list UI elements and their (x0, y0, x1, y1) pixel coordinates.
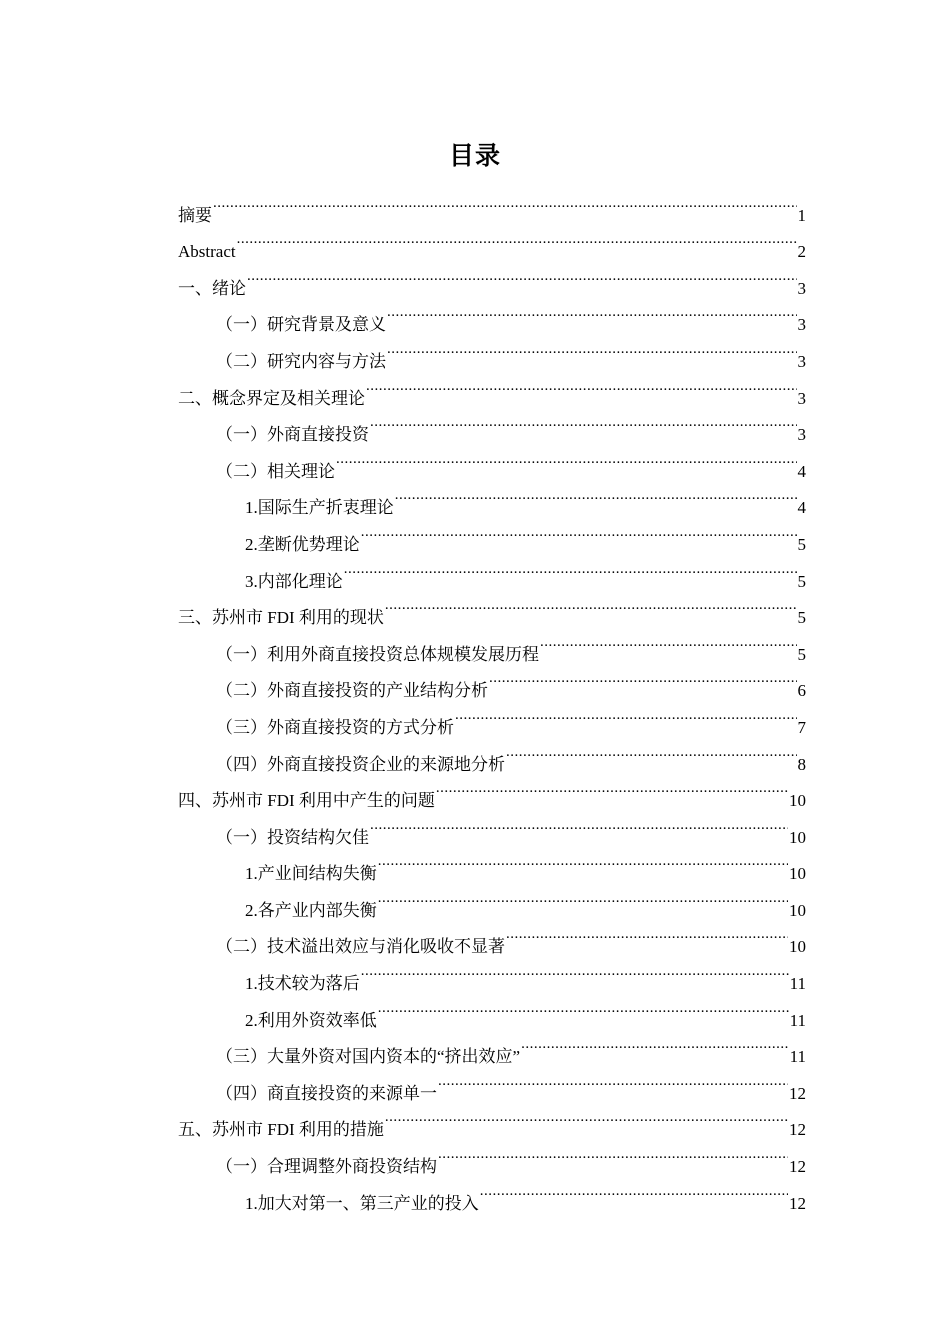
dot-leader (387, 330, 797, 367)
dot-leader (540, 623, 797, 660)
dot-leader (480, 1172, 788, 1209)
toc-entry-page-number: 7 (797, 717, 806, 737)
toc-entry-page-number: 11 (789, 974, 806, 994)
toc-entry-page-number: 5 (797, 608, 806, 628)
toc-entry-page-number: 10 (789, 937, 806, 957)
toc-entry-label: 1.国际生产折衷理论 (245, 498, 394, 518)
toc-entry-label: Abstract (178, 242, 236, 262)
toc-entry-label: 3.内部化理论 (245, 571, 343, 591)
dot-leader (438, 1062, 788, 1099)
toc-entry-label: （一）合理调整外商投资结构 (216, 1157, 437, 1177)
toc-entry-label: （二）外商直接投资的产业结构分析 (216, 681, 488, 701)
dot-leader (436, 770, 788, 807)
dot-leader (213, 184, 797, 221)
toc-entry-label: 五、苏州市 FDI 利用的措施 (178, 1120, 384, 1140)
toc-entry-label: （三）大量外资对国内资本的“挤出效应” (216, 1047, 521, 1067)
toc-entry-label: 1.技术较为落后 (245, 974, 360, 994)
toc-entry-page-number: 11 (789, 1047, 806, 1067)
toc-entry-page-number: 10 (789, 791, 806, 811)
toc-entry-label: 二、概念界定及相关理论 (178, 388, 365, 408)
dot-leader (237, 221, 797, 258)
toc-entry-label: （一）外商直接投资 (216, 425, 369, 445)
toc-entry-label: （四）商直接投资的来源单一 (216, 1083, 437, 1103)
dot-leader (247, 257, 797, 294)
toc-entry-page-number: 6 (797, 681, 806, 701)
table-of-contents (178, 184, 806, 1213)
dot-leader (336, 440, 797, 477)
toc-entry-page-number: 4 (797, 498, 806, 518)
toc-entry-page-number: 10 (789, 900, 806, 920)
toc-entry-label: （一）利用外商直接投资总体规模发展历程 (216, 644, 539, 664)
toc-entry-page-number: 5 (797, 571, 806, 591)
dot-leader (506, 916, 788, 953)
toc-entry-label: 摘要 (178, 205, 212, 225)
toc-entry-page-number: 5 (797, 534, 806, 554)
dot-leader (366, 367, 797, 404)
toc-entry-page-number: 2 (797, 242, 806, 262)
toc-entry-label: 2.利用外资效率低 (245, 1010, 377, 1030)
dot-leader (387, 294, 797, 331)
toc-entry-page-number: 12 (789, 1120, 806, 1140)
toc-entry-label: 2.各产业内部失衡 (245, 900, 377, 920)
toc-entry-label: 三、苏州市 FDI 利用的现状 (178, 608, 384, 628)
toc-entry-page-number: 3 (797, 278, 806, 298)
toc-entry[interactable] (178, 184, 806, 225)
toc-entry-label: 四、苏州市 FDI 利用中产生的问题 (178, 791, 435, 811)
toc-entry-label: （二）研究内容与方法 (216, 351, 386, 371)
toc-entry-page-number: 12 (789, 1193, 806, 1213)
toc-entry-page-number: 10 (789, 864, 806, 884)
toc-entry-page-number: 12 (789, 1157, 806, 1177)
toc-entry-page-number: 8 (797, 754, 806, 774)
toc-entry-page-number: 3 (797, 388, 806, 408)
dot-leader (378, 843, 788, 880)
toc-title: 目录 (448, 141, 501, 170)
toc-entry[interactable] (178, 294, 806, 335)
toc-entry-label: 1.产业间结构失衡 (245, 864, 377, 884)
dot-leader (370, 404, 797, 441)
dot-leader (395, 477, 797, 514)
toc-entry-page-number: 3 (797, 425, 806, 445)
dot-leader (361, 513, 797, 550)
toc-entry-page-number: 12 (789, 1083, 806, 1103)
toc-entry-label: （四）外商直接投资企业的来源地分析 (216, 754, 505, 774)
dot-leader (489, 660, 797, 697)
dot-leader (385, 587, 797, 624)
toc-entry-page-number: 1 (797, 205, 806, 225)
toc-entry-page-number: 3 (797, 315, 806, 335)
dot-leader (370, 806, 788, 843)
dot-leader (385, 1099, 788, 1136)
toc-entry-label: （一）投资结构欠佳 (216, 827, 369, 847)
toc-entry[interactable] (178, 257, 806, 298)
toc-entry-label: 2.垄断优势理论 (245, 534, 360, 554)
toc-entry-label: 一、绪论 (178, 278, 246, 298)
toc-entry[interactable] (178, 221, 806, 262)
toc-entry-label: （二）相关理论 (216, 461, 335, 481)
dot-leader (455, 696, 797, 733)
toc-entry-label: （二）技术溢出效应与消化吸收不显著 (216, 937, 505, 957)
dot-leader (378, 989, 789, 1026)
dot-leader (361, 952, 789, 989)
toc-entry-page-number: 5 (797, 644, 806, 664)
toc-entry-page-number: 4 (797, 461, 806, 481)
toc-entry-label: （三）外商直接投资的方式分析 (216, 717, 454, 737)
dot-leader (506, 733, 797, 770)
toc-entry-label: （一）研究背景及意义 (216, 315, 386, 335)
toc-entry-page-number: 3 (797, 351, 806, 371)
dot-leader (521, 1026, 789, 1063)
toc-entry-page-number: 10 (789, 827, 806, 847)
dot-leader (378, 879, 788, 916)
toc-entry-page-number: 11 (789, 1010, 806, 1030)
dot-leader (344, 550, 797, 587)
dot-leader (438, 1135, 788, 1172)
toc-entry-label: 1.加大对第一、第三产业的投入 (245, 1193, 479, 1213)
